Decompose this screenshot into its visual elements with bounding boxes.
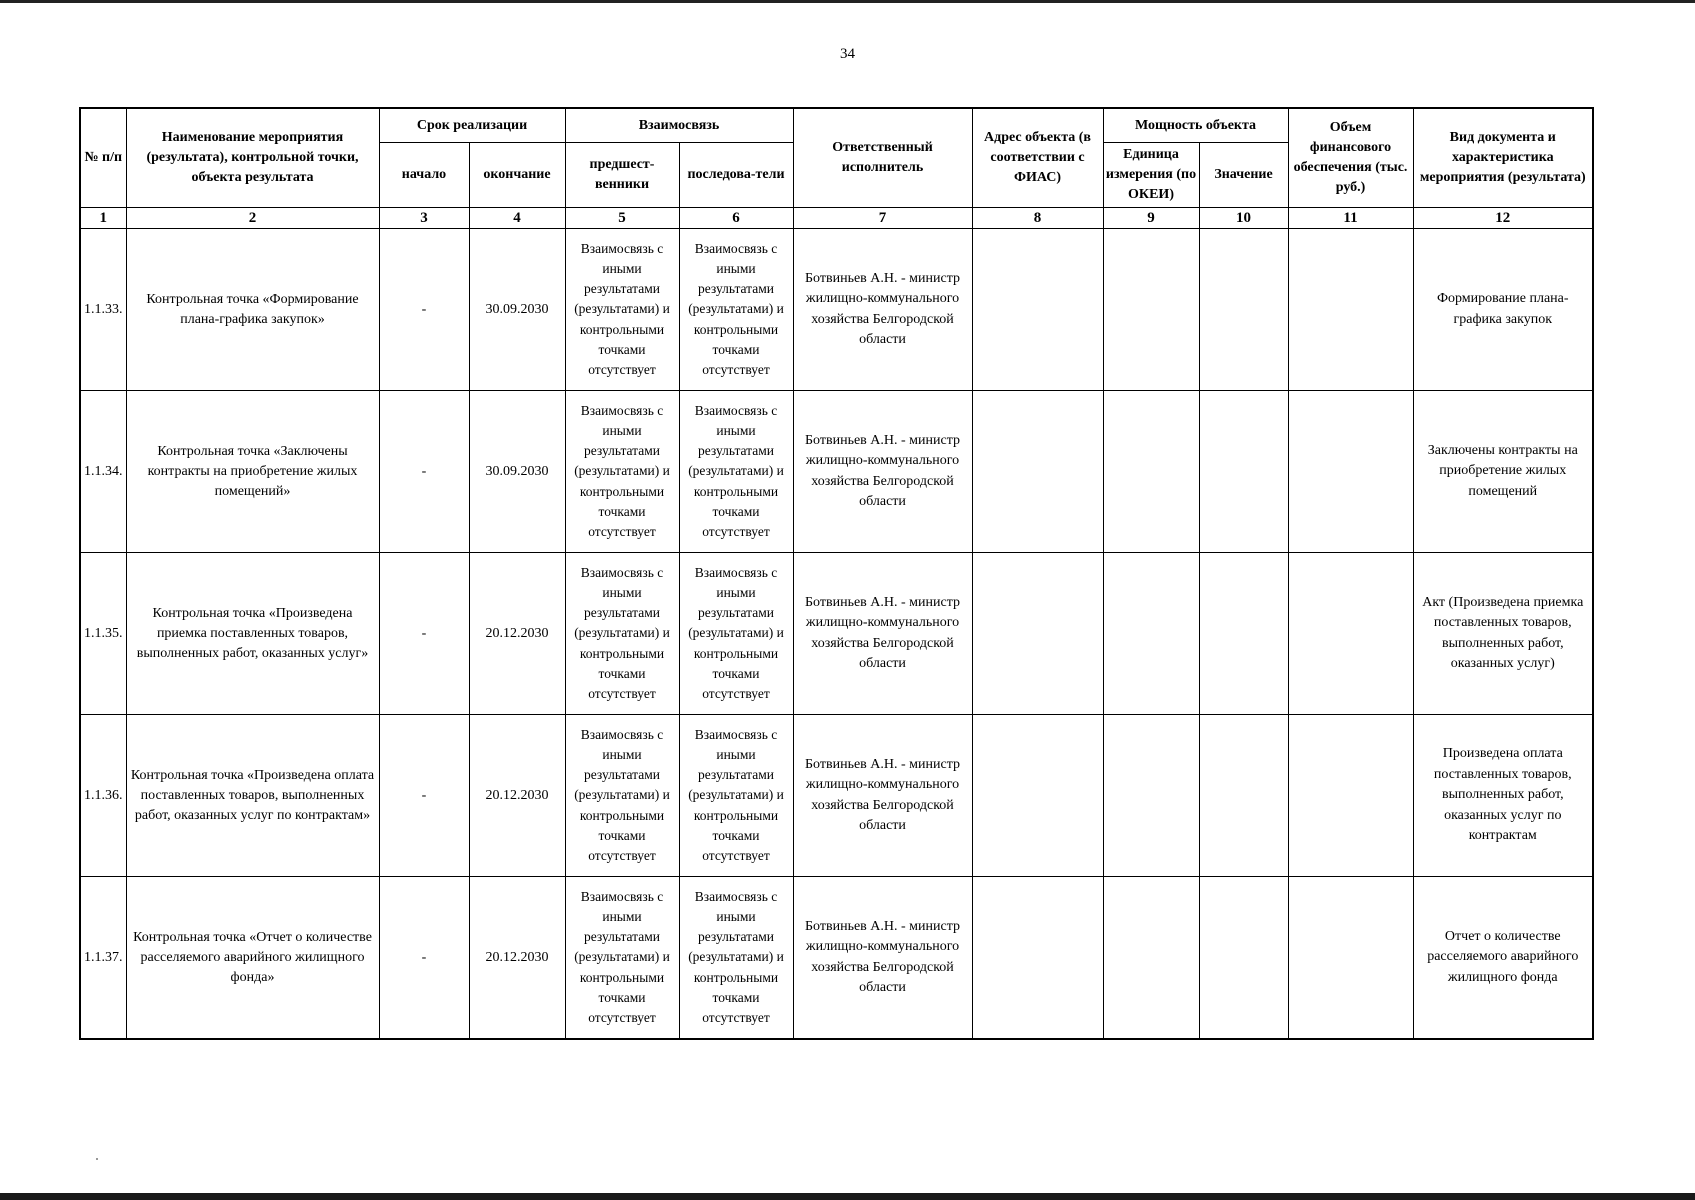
plan-table xyxy=(79,107,1594,1040)
row-end: 30.09.2030 xyxy=(469,229,565,391)
column-number: 2 xyxy=(126,208,379,229)
scan-top-edge xyxy=(0,0,1695,3)
row-doc: Заключены контракты на приобретение жилых помещений xyxy=(1413,391,1593,553)
row-unit xyxy=(1103,391,1199,553)
header-finance: Объем финансового обеспечения (тыс. руб.) xyxy=(1288,108,1413,208)
row-value xyxy=(1199,877,1288,1040)
header-unit: Единица измерения (по ОКЕИ) xyxy=(1103,143,1199,208)
row-value xyxy=(1199,229,1288,391)
row-address xyxy=(972,877,1103,1040)
header-end: окончание xyxy=(469,143,565,208)
table-row xyxy=(80,715,1593,877)
row-predecessors: Взаимосвязь с иными результатами (результатами) и контрольными точками отсутствует xyxy=(565,877,679,1040)
header-num: № п/п xyxy=(80,108,126,208)
table-row xyxy=(80,229,1593,391)
row-unit xyxy=(1103,715,1199,877)
row-responsible: Ботвиньев А.Н. - министр жилищно-коммунального хозяйства Белгородской области xyxy=(793,715,972,877)
row-code: 1.1.33. xyxy=(80,229,126,391)
row-predecessors: Взаимосвязь с иными результатами (результатами) и контрольными точками отсутствует xyxy=(565,715,679,877)
row-successors: Взаимосвязь с иными результатами (результатами) и контрольными точками отсутствует xyxy=(679,715,793,877)
column-number: 7 xyxy=(793,208,972,229)
row-finance xyxy=(1288,553,1413,715)
header-capacity-group: Мощность объекта xyxy=(1103,108,1288,143)
row-end: 20.12.2030 xyxy=(469,877,565,1040)
row-address xyxy=(972,553,1103,715)
row-finance xyxy=(1288,877,1413,1040)
column-number: 9 xyxy=(1103,208,1199,229)
row-finance xyxy=(1288,229,1413,391)
row-successors: Взаимосвязь с иными результатами (результатами) и контрольными точками отсутствует xyxy=(679,229,793,391)
row-address xyxy=(972,391,1103,553)
row-start: - xyxy=(379,877,469,1040)
row-code: 1.1.37. xyxy=(80,877,126,1040)
row-address xyxy=(972,715,1103,877)
row-value xyxy=(1199,391,1288,553)
header-term-group: Срок реализации xyxy=(379,108,565,143)
scan-bottom-edge xyxy=(0,1193,1695,1200)
row-address xyxy=(972,229,1103,391)
column-number: 3 xyxy=(379,208,469,229)
column-number: 4 xyxy=(469,208,565,229)
row-doc: Формирование плана-графика закупок xyxy=(1413,229,1593,391)
row-finance xyxy=(1288,391,1413,553)
row-end: 20.12.2030 xyxy=(469,553,565,715)
header-predecessors: предшест-венники xyxy=(565,143,679,208)
column-number: 5 xyxy=(565,208,679,229)
row-start: - xyxy=(379,391,469,553)
table-row xyxy=(80,553,1593,715)
header-successors: последова-тели xyxy=(679,143,793,208)
row-responsible: Ботвиньев А.Н. - министр жилищно-коммунального хозяйства Белгородской области xyxy=(793,553,972,715)
row-unit xyxy=(1103,553,1199,715)
header-doc-type: Вид документа и характеристика мероприятия (результата) xyxy=(1413,108,1593,208)
row-name: Контрольная точка «Отчет о количестве расселяемого аварийного жилищного фонда» xyxy=(126,877,379,1040)
header-value: Значение xyxy=(1199,143,1288,208)
row-value xyxy=(1199,715,1288,877)
row-start: - xyxy=(379,715,469,877)
row-doc: Акт (Произведена приемка поставленных товаров, выполненных работ, оказанных услуг) xyxy=(1413,553,1593,715)
row-responsible: Ботвиньев А.Н. - министр жилищно-коммунального хозяйства Белгородской области xyxy=(793,391,972,553)
row-successors: Взаимосвязь с иными результатами (результатами) и контрольными точками отсутствует xyxy=(679,391,793,553)
row-doc: Произведена оплата поставленных товаров, выполненных работ, оказанных услуг по контрактам xyxy=(1413,715,1593,877)
row-code: 1.1.36. xyxy=(80,715,126,877)
row-name: Контрольная точка «Формирование плана-графика закупок» xyxy=(126,229,379,391)
scan-speck xyxy=(96,1158,98,1160)
column-number: 10 xyxy=(1199,208,1288,229)
table-row xyxy=(80,877,1593,1040)
column-number: 8 xyxy=(972,208,1103,229)
row-responsible: Ботвиньев А.Н. - министр жилищно-коммунального хозяйства Белгородской области xyxy=(793,877,972,1040)
column-number: 12 xyxy=(1413,208,1593,229)
row-end: 30.09.2030 xyxy=(469,391,565,553)
row-predecessors: Взаимосвязь с иными результатами (результатами) и контрольными точками отсутствует xyxy=(565,229,679,391)
column-number: 11 xyxy=(1288,208,1413,229)
row-responsible: Ботвиньев А.Н. - министр жилищно-коммунального хозяйства Белгородской области xyxy=(793,229,972,391)
header-address: Адрес объекта (в соответствии с ФИАС) xyxy=(972,108,1103,208)
row-code: 1.1.34. xyxy=(80,391,126,553)
row-unit xyxy=(1103,877,1199,1040)
row-code: 1.1.35. xyxy=(80,553,126,715)
header-start: начало xyxy=(379,143,469,208)
row-end: 20.12.2030 xyxy=(469,715,565,877)
row-predecessors: Взаимосвязь с иными результатами (результатами) и контрольными точками отсутствует xyxy=(565,553,679,715)
header-responsible: Ответственный исполнитель xyxy=(793,108,972,208)
row-start: - xyxy=(379,229,469,391)
row-doc: Отчет о количестве расселяемого аварийного жилищного фонда xyxy=(1413,877,1593,1040)
row-name: Контрольная точка «Заключены контракты на приобретение жилых помещений» xyxy=(126,391,379,553)
page-number: 34 xyxy=(840,46,855,62)
row-unit xyxy=(1103,229,1199,391)
row-predecessors: Взаимосвязь с иными результатами (результатами) и контрольными точками отсутствует xyxy=(565,391,679,553)
header-name: Наименование мероприятия (результата), контрольной точки, объекта результата xyxy=(126,108,379,208)
table-row xyxy=(80,391,1593,553)
row-start: - xyxy=(379,553,469,715)
row-name: Контрольная точка «Произведена оплата поставленных товаров, выполненных работ, оказанных услуг по контрактам» xyxy=(126,715,379,877)
row-name: Контрольная точка «Произведена приемка поставленных товаров, выполненных работ, оказанных услуг» xyxy=(126,553,379,715)
row-successors: Взаимосвязь с иными результатами (результатами) и контрольными точками отсутствует xyxy=(679,553,793,715)
column-number: 6 xyxy=(679,208,793,229)
row-successors: Взаимосвязь с иными результатами (результатами) и контрольными точками отсутствует xyxy=(679,877,793,1040)
row-value xyxy=(1199,553,1288,715)
column-number: 1 xyxy=(80,208,126,229)
header-link-group: Взаимосвязь xyxy=(565,108,793,143)
row-finance xyxy=(1288,715,1413,877)
